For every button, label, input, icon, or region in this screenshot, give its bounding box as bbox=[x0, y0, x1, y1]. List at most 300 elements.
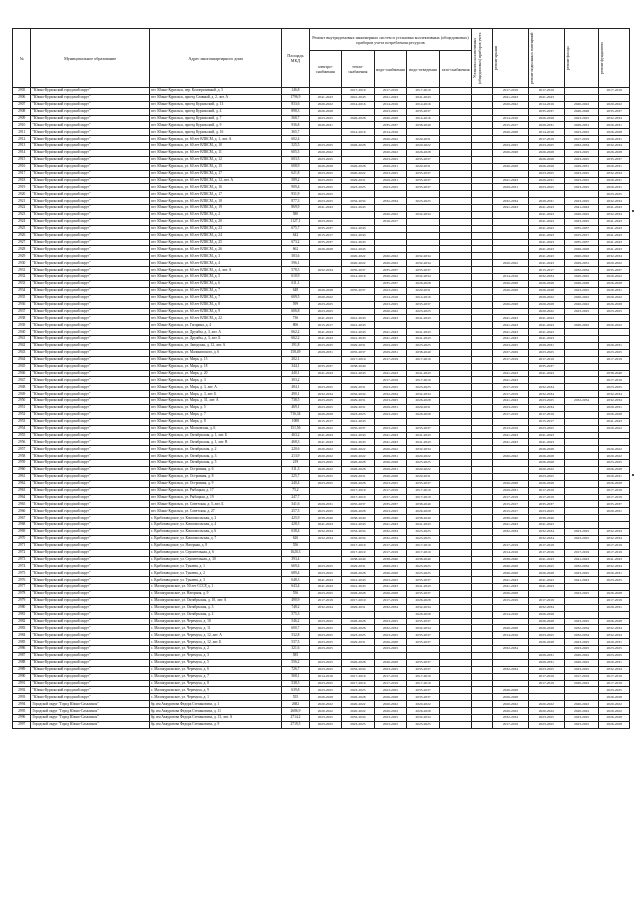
table-cell bbox=[472, 591, 493, 598]
table-cell: 648 bbox=[282, 287, 309, 294]
table-cell: 2035-2037 bbox=[407, 632, 440, 639]
table-row bbox=[13, 349, 630, 356]
table-cell: 610,9 bbox=[282, 274, 309, 281]
table-cell: 2041-2043 bbox=[528, 212, 564, 219]
table-cell: 2020-2022 bbox=[374, 274, 407, 281]
table-cell: 2032-2034 bbox=[564, 632, 599, 639]
table-cell: 2964 bbox=[13, 494, 31, 501]
table-cell bbox=[374, 322, 407, 329]
table-row bbox=[13, 342, 630, 349]
table-cell: 2017-2019 bbox=[342, 88, 375, 95]
table-cell bbox=[439, 170, 472, 177]
table-cell: 2963 bbox=[13, 487, 31, 494]
table-cell bbox=[493, 639, 529, 646]
table-cell: 2020-2022 bbox=[309, 701, 342, 708]
table-cell: 2020-2022 bbox=[564, 653, 599, 660]
table-cell: 2041-2043 bbox=[528, 322, 564, 329]
table-cell: 2023-2025 bbox=[374, 156, 407, 163]
table-cell: 2041-2043 bbox=[493, 577, 529, 584]
table-cell: 2910 bbox=[13, 122, 31, 129]
table-cell bbox=[493, 191, 529, 198]
table-cell: 2032-2034 bbox=[528, 604, 564, 611]
table-cell: 2965 bbox=[13, 501, 31, 508]
table-cell: пгт. Южно-Курильск, проезд Славный, д. 2, лит. А bbox=[149, 94, 282, 101]
table-cell: 2953 bbox=[13, 418, 31, 425]
table-cell: 2032-2034 bbox=[407, 446, 440, 453]
table-cell: 2035-2037 bbox=[374, 122, 407, 129]
table-cell: 2020-2022 bbox=[342, 446, 375, 453]
table-cell bbox=[439, 646, 472, 653]
table-cell: 2935 bbox=[13, 294, 31, 301]
table-cell: 2978 bbox=[13, 591, 31, 598]
table-cell: "Южно-Курильский городской округ" bbox=[31, 280, 149, 287]
table-cell: пгт. Южно-Курильск, пер. Кооперативный, д. 5 bbox=[149, 88, 282, 95]
table-row bbox=[13, 391, 630, 398]
table-cell: "Южно-Курильский городской округ" bbox=[31, 639, 149, 646]
table-row bbox=[13, 225, 630, 232]
table-cell: "Южно-Курильский городской округ" bbox=[31, 473, 149, 480]
table-cell: с. Малокурильское, ул. Черемуха, д. 6 bbox=[149, 666, 282, 673]
table-cell: 2026-2028 bbox=[493, 287, 529, 294]
table-cell bbox=[439, 349, 472, 356]
table-cell: 2041-2043 bbox=[599, 232, 630, 239]
table-cell bbox=[439, 246, 472, 253]
table-cell: 2948 bbox=[13, 384, 31, 391]
table-cell: 2035-2037 bbox=[599, 501, 630, 508]
table-cell: 2026-2028 bbox=[528, 280, 564, 287]
table-cell: 2971 bbox=[13, 542, 31, 549]
table-cell bbox=[439, 597, 472, 604]
table-cell: 2041-2043 bbox=[342, 329, 375, 336]
table-cell: "Южно-Курильский городской округ" bbox=[31, 218, 149, 225]
table-cell: 2035-2037 bbox=[407, 156, 440, 163]
table-cell: 2975 bbox=[13, 570, 31, 577]
table-cell: 2041-2043 bbox=[407, 522, 440, 529]
table-cell: "Южно-Курильский городской округ" bbox=[31, 315, 149, 322]
table-cell: 2032-2034 bbox=[493, 646, 529, 653]
table-cell: 2020-2022 bbox=[309, 150, 342, 157]
table-cell: пгт. Южно-Курильск, ул. Октябрьская, д. 1, лит. Б bbox=[149, 432, 282, 439]
table-cell: 240,4 bbox=[282, 480, 309, 487]
table-cell bbox=[407, 205, 440, 212]
table-cell: 2035-2037 bbox=[407, 425, 440, 432]
table-cell: 2017-2019 bbox=[528, 673, 564, 680]
table-row bbox=[13, 432, 630, 439]
table-cell bbox=[528, 687, 564, 694]
table-cell: 2032-2034 bbox=[407, 260, 440, 267]
table-cell: 556 bbox=[282, 591, 309, 598]
table-cell: "Южно-Курильский городской округ" bbox=[31, 377, 149, 384]
table-cell: 191,8 bbox=[282, 342, 309, 349]
table-cell bbox=[472, 411, 493, 418]
table-cell bbox=[472, 646, 493, 653]
table-row bbox=[13, 404, 630, 411]
table-cell: 2023-2025 bbox=[342, 687, 375, 694]
table-cell: "Южно-Курильский городской округ" bbox=[31, 563, 149, 570]
table-cell: 2023-2025 bbox=[407, 384, 440, 391]
table-cell bbox=[564, 425, 599, 432]
table-row bbox=[13, 639, 630, 646]
table-cell: Городской округ "Город Южно-Сахалинск" bbox=[31, 701, 149, 708]
table-cell: Городской округ "Город Южно-Сахалинск" bbox=[31, 708, 149, 715]
table-cell: 2041-2043 bbox=[342, 315, 375, 322]
table-cell: "Южно-Курильский городской округ" bbox=[31, 673, 149, 680]
table-cell: 2020-2022 bbox=[407, 466, 440, 473]
col-no: № bbox=[13, 29, 31, 88]
table-cell bbox=[439, 205, 472, 212]
table-cell bbox=[472, 673, 493, 680]
table-cell: 643,4 bbox=[282, 584, 309, 591]
table-cell: 2017-2019 bbox=[342, 597, 375, 604]
table-cell: 2026-2028 bbox=[599, 411, 630, 418]
table-cell bbox=[439, 673, 472, 680]
table-cell: 2023-2025 bbox=[309, 384, 342, 391]
table-cell: 2026-2028 bbox=[599, 129, 630, 136]
table-cell bbox=[472, 108, 493, 115]
table-cell: 2029-2031 bbox=[599, 508, 630, 515]
table-cell: 2029-2031 bbox=[342, 342, 375, 349]
table-cell bbox=[439, 101, 472, 108]
table-cell: 2041-2043 bbox=[528, 225, 564, 232]
table-cell: с. Малокурильское, ул. Октябрьская, д. 3 bbox=[149, 604, 282, 611]
table-cell: "Южно-Курильский городской округ" bbox=[31, 591, 149, 598]
table-cell: 2919 bbox=[13, 184, 31, 191]
table-cell: 2985 bbox=[13, 639, 31, 646]
table-cell: 2958 bbox=[13, 453, 31, 460]
table-row bbox=[13, 666, 630, 673]
table-cell: 600,7 bbox=[282, 625, 309, 632]
table-cell: 2029-2031 bbox=[599, 659, 630, 666]
table-cell: 2913 bbox=[13, 143, 31, 150]
table-cell: 2029-2031 bbox=[374, 453, 407, 460]
table-cell bbox=[309, 280, 342, 287]
table-cell bbox=[493, 473, 529, 480]
table-cell: 2020-2022 bbox=[599, 425, 630, 432]
table-cell: 2981 bbox=[13, 611, 31, 618]
table-cell: 2023-2025 bbox=[564, 218, 599, 225]
table-cell: 2023-2025 bbox=[309, 646, 342, 653]
table-cell bbox=[439, 501, 472, 508]
table-cell: "Южно-Курильский городской округ" bbox=[31, 349, 149, 356]
table-cell bbox=[439, 508, 472, 515]
table-cell: 2029-2031 bbox=[374, 163, 407, 170]
table-cell: 2035-2037 bbox=[342, 425, 375, 432]
table-cell: "Южно-Курильский городской округ" bbox=[31, 129, 149, 136]
table-cell bbox=[439, 494, 472, 501]
table-cell: 2026-2028 bbox=[342, 618, 375, 625]
table-cell bbox=[374, 611, 407, 618]
table-cell: 2920 bbox=[13, 191, 31, 198]
table-cell: 2026-2028 bbox=[528, 639, 564, 646]
table-cell: 2017-2019 bbox=[407, 673, 440, 680]
table-cell: "Южно-Курильский городской округ" bbox=[31, 253, 149, 260]
table-cell bbox=[599, 439, 630, 446]
table-cell: 2017-2019 bbox=[407, 542, 440, 549]
table-cell: 2041-2043 bbox=[493, 432, 529, 439]
table-row bbox=[13, 246, 630, 253]
table-cell: 2035-2037 bbox=[564, 239, 599, 246]
table-cell: 2041-2043 bbox=[407, 315, 440, 322]
table-cell: 2017-2019 bbox=[342, 549, 375, 556]
table-cell: 898,3 bbox=[282, 108, 309, 115]
table-cell bbox=[439, 466, 472, 473]
table-cell: 2714,2 bbox=[282, 715, 309, 722]
table-cell bbox=[493, 446, 529, 453]
table-cell: 2020-2022 bbox=[599, 708, 630, 715]
table-cell: 2041-2043 bbox=[342, 336, 375, 343]
table-cell bbox=[472, 487, 493, 494]
table-cell: 2020-2022 bbox=[599, 701, 630, 708]
table-cell: 2041-2043 bbox=[528, 253, 564, 260]
table-cell: пгт. Южно-Курильск, ул. Мира, д. 8 bbox=[149, 418, 282, 425]
table-cell: "Южно-Курильский городской округ" bbox=[31, 356, 149, 363]
table-row bbox=[13, 653, 630, 660]
table-cell bbox=[493, 418, 529, 425]
table-cell: 2029-2031 bbox=[374, 177, 407, 184]
table-cell: 2041-2043 bbox=[528, 439, 564, 446]
table-cell: 2023-2025 bbox=[493, 143, 529, 150]
table-cell: 2026-2028 bbox=[342, 163, 375, 170]
table-cell: 2906 bbox=[13, 94, 31, 101]
table-cell: 2041-2043 bbox=[309, 577, 342, 584]
table-cell bbox=[374, 653, 407, 660]
table-cell: 2029-2031 bbox=[374, 349, 407, 356]
table-cell bbox=[472, 150, 493, 157]
table-cell bbox=[407, 225, 440, 232]
table-cell: 2014-2016 bbox=[407, 115, 440, 122]
table-cell: 2041-2043 bbox=[342, 439, 375, 446]
table-cell: 2017-2019 bbox=[342, 487, 375, 494]
table-cell: 2041-2043 bbox=[342, 205, 375, 212]
table-cell: пгт. Южно-Курильск, ул. 60 лет ВЛКСМ, д. 23 bbox=[149, 225, 282, 232]
table-cell: 2023-2025 bbox=[528, 143, 564, 150]
table-cell: 2023-2025 bbox=[493, 342, 529, 349]
table-cell: 2013-2019 bbox=[493, 425, 529, 432]
table-cell: 393,4 bbox=[282, 556, 309, 563]
table-row bbox=[13, 618, 630, 625]
table-cell bbox=[472, 494, 493, 501]
table-cell bbox=[342, 611, 375, 618]
table-cell: 2035-2037 bbox=[407, 184, 440, 191]
table-cell: 2937 bbox=[13, 308, 31, 315]
table-cell: 2017-2019 bbox=[564, 136, 599, 143]
table-row bbox=[13, 460, 630, 467]
table-cell: 2041-2043 bbox=[309, 522, 342, 529]
table-cell: пгт. Южно-Курильск, ул. 60 лет ВЛКСМ, д. 4, лит. А bbox=[149, 267, 282, 274]
table-cell: 2029-2031 bbox=[599, 177, 630, 184]
table-cell: пгт. Южно-Курильск, ул. Островная, д. 9 bbox=[149, 480, 282, 487]
table-cell: 2017-2019 bbox=[599, 680, 630, 687]
table-cell: 2029-2031 bbox=[342, 177, 375, 184]
table-cell: 2041-2043 bbox=[309, 439, 342, 446]
table-cell bbox=[472, 446, 493, 453]
table-cell bbox=[439, 618, 472, 625]
col-heat: тепло-снабжения bbox=[342, 51, 375, 88]
table-cell: 2032-2034 bbox=[342, 198, 375, 205]
table-cell: 2020-2022 bbox=[564, 680, 599, 687]
table-cell: 2032-2034 bbox=[564, 267, 599, 274]
table-cell: пгт. Южно-Курильск, ул. Гагарина, д. 4 bbox=[149, 322, 282, 329]
table-cell: "Южно-Курильский городской округ" bbox=[31, 522, 149, 529]
table-cell bbox=[493, 653, 529, 660]
table-cell: с. Малокурильское, ул. Черемуха, д. 1 bbox=[149, 694, 282, 701]
table-cell: с. Крабозаводское, ул. Тунаева, д. 3 bbox=[149, 577, 282, 584]
table-cell: 599 bbox=[282, 301, 309, 308]
table-cell bbox=[407, 646, 440, 653]
table-row bbox=[13, 205, 630, 212]
table-cell: 2023-2025 bbox=[309, 184, 342, 191]
table-cell bbox=[472, 721, 493, 728]
table-cell: 2041-2043 bbox=[407, 439, 440, 446]
table-cell: 2020-2022 bbox=[564, 101, 599, 108]
table-cell: 2032-2034 bbox=[564, 625, 599, 632]
table-cell: 2014-2016 bbox=[407, 294, 440, 301]
table-cell bbox=[564, 432, 599, 439]
table-cell: 2035-2037 bbox=[407, 687, 440, 694]
table-cell bbox=[472, 666, 493, 673]
table-cell: 2041-2043 bbox=[342, 370, 375, 377]
table-cell: 2032-2034 bbox=[309, 391, 342, 398]
table-cell: 2020-2022 bbox=[309, 101, 342, 108]
table-cell: пгт. Южно-Курильск, ул. Октябрьская, д. 5 bbox=[149, 460, 282, 467]
table-cell: 2041-2043 bbox=[528, 94, 564, 101]
table-cell: 2041-2043 bbox=[374, 315, 407, 322]
table-cell: 2023-2025 bbox=[309, 156, 342, 163]
table-cell: 2023-2025 bbox=[309, 680, 342, 687]
table-cell bbox=[407, 232, 440, 239]
col-group-engineering: Ремонт внутридомовых инженерных систем и установка коллективных (общедомовых) приборов учета потребления ресурсов bbox=[309, 29, 472, 51]
table-cell: 2954 bbox=[13, 425, 31, 432]
table-cell: 2035-2037 bbox=[528, 501, 564, 508]
table-row bbox=[13, 425, 630, 432]
table-cell: 555 bbox=[282, 694, 309, 701]
table-cell: 2026-2028 bbox=[493, 591, 529, 598]
table-cell: 2035-2037 bbox=[407, 659, 440, 666]
table-cell: 909,4 bbox=[282, 184, 309, 191]
table-cell bbox=[472, 349, 493, 356]
table-cell: 2041-2043 bbox=[407, 94, 440, 101]
table-row bbox=[13, 501, 630, 508]
table-cell: с. Крабозаводское, ул. Комсомольская, д. 7 bbox=[149, 535, 282, 542]
table-cell: 2035-2037 bbox=[342, 349, 375, 356]
table-cell: 2023-2025 bbox=[564, 177, 599, 184]
table-cell: "Южно-Курильский городской округ" bbox=[31, 418, 149, 425]
table-cell: "Южно-Курильский городской округ" bbox=[31, 212, 149, 219]
table-cell: 2041-2043 bbox=[493, 398, 529, 405]
table-cell bbox=[342, 156, 375, 163]
table-cell: 2032-2034 bbox=[342, 715, 375, 722]
table-cell: "Южно-Курильский городской округ" bbox=[31, 163, 149, 170]
table-cell bbox=[472, 522, 493, 529]
table-cell: 2020-2022 bbox=[342, 701, 375, 708]
table-cell bbox=[472, 342, 493, 349]
table-cell: "Южно-Курильский городской округ" bbox=[31, 466, 149, 473]
table-cell: 2023-2025 bbox=[564, 666, 599, 673]
table-cell: 2023-2025 bbox=[374, 577, 407, 584]
table-cell: 2029-2031 bbox=[528, 177, 564, 184]
table-cell bbox=[564, 329, 599, 336]
table-cell: 2026-2028 bbox=[493, 150, 529, 157]
table-cell: 2023-2025 bbox=[528, 425, 564, 432]
table-cell: "Южно-Курильский городской округ" bbox=[31, 570, 149, 577]
table-row bbox=[13, 604, 630, 611]
table-cell: 2023-2025 bbox=[564, 129, 599, 136]
table-cell: 2035-2037 bbox=[599, 108, 630, 115]
table-cell: 2026-2028 bbox=[493, 694, 529, 701]
table-cell bbox=[472, 604, 493, 611]
table-cell: 2026-2028 bbox=[528, 156, 564, 163]
table-cell: "Южно-Курильский городской округ" bbox=[31, 646, 149, 653]
table-cell: 2041-2043 bbox=[342, 577, 375, 584]
table-cell: 2032-2034 bbox=[599, 115, 630, 122]
table-cell: 2023-2025 bbox=[407, 721, 440, 728]
table-cell bbox=[439, 666, 472, 673]
table-cell: 638,4 bbox=[282, 529, 309, 536]
table-cell bbox=[439, 604, 472, 611]
table-cell bbox=[472, 549, 493, 556]
table-cell: 2041-2043 bbox=[342, 322, 375, 329]
table-cell bbox=[472, 184, 493, 191]
table-cell bbox=[439, 191, 472, 198]
table-cell: 2023-2025 bbox=[599, 384, 630, 391]
table-cell: 2038-2040 bbox=[599, 370, 630, 377]
table-cell bbox=[439, 425, 472, 432]
table-cell: 578,5 bbox=[282, 267, 309, 274]
table-cell: 621,8 bbox=[282, 170, 309, 177]
table-cell bbox=[439, 473, 472, 480]
table-row bbox=[13, 715, 630, 722]
table-cell: 2962 bbox=[13, 480, 31, 487]
table-cell: 2020-2022 bbox=[309, 425, 342, 432]
table-cell: "Южно-Курильский городской округ" bbox=[31, 432, 149, 439]
table-row bbox=[13, 322, 630, 329]
table-cell: "Южно-Курильский городской округ" bbox=[31, 198, 149, 205]
table-cell bbox=[564, 191, 599, 198]
table-cell: 2041-2043 bbox=[342, 239, 375, 246]
table-cell: 2017-2019 bbox=[528, 597, 564, 604]
table-cell: 2026-2028 bbox=[528, 460, 564, 467]
table-cell bbox=[439, 308, 472, 315]
table-cell: пгт. Южно-Курильск, ул. Мира, д. 3 bbox=[149, 377, 282, 384]
table-cell: пгт. Южно-Курильск, ул. 60 лет ВЛКСМ, д. 9 bbox=[149, 308, 282, 315]
table-cell: 2041-2043 bbox=[528, 246, 564, 253]
table-cell: 2035-2037 bbox=[407, 177, 440, 184]
table-cell: 2038-2040 bbox=[407, 556, 440, 563]
table-cell: 2041-2043 bbox=[528, 239, 564, 246]
table-cell: 2020-2022 bbox=[374, 253, 407, 260]
table-cell: 2026-2028 bbox=[407, 398, 440, 405]
table-cell: 2026-2028 bbox=[309, 246, 342, 253]
table-cell bbox=[439, 432, 472, 439]
table-cell: "Южно-Курильский городской округ" bbox=[31, 370, 149, 377]
table-cell: 2026-2028 bbox=[407, 508, 440, 515]
col-meters: Установка коллективных (общедомовых) приборов учета bbox=[472, 29, 493, 88]
table-cell bbox=[472, 515, 493, 522]
table-cell: 2020-2022 bbox=[374, 212, 407, 219]
table-cell: 2017-2019 bbox=[374, 356, 407, 363]
table-cell: 2041-2043 bbox=[528, 218, 564, 225]
table-row bbox=[13, 122, 630, 129]
table-cell: 2026-2028 bbox=[599, 715, 630, 722]
table-cell: "Южно-Курильский городской округ" bbox=[31, 618, 149, 625]
table-cell: 2015-2017 bbox=[309, 418, 342, 425]
table-cell: бр. им Аккуратова Федора Степановича, д. 1 bbox=[149, 701, 282, 708]
table-cell: с. Малокурильское, ул. Октябрьская, д. 10, лит. А bbox=[149, 597, 282, 604]
table-cell: 2017-2019 bbox=[528, 411, 564, 418]
table-cell: 2026-2028 bbox=[342, 480, 375, 487]
table-cell bbox=[439, 715, 472, 722]
table-cell: 2023-2025 bbox=[374, 384, 407, 391]
